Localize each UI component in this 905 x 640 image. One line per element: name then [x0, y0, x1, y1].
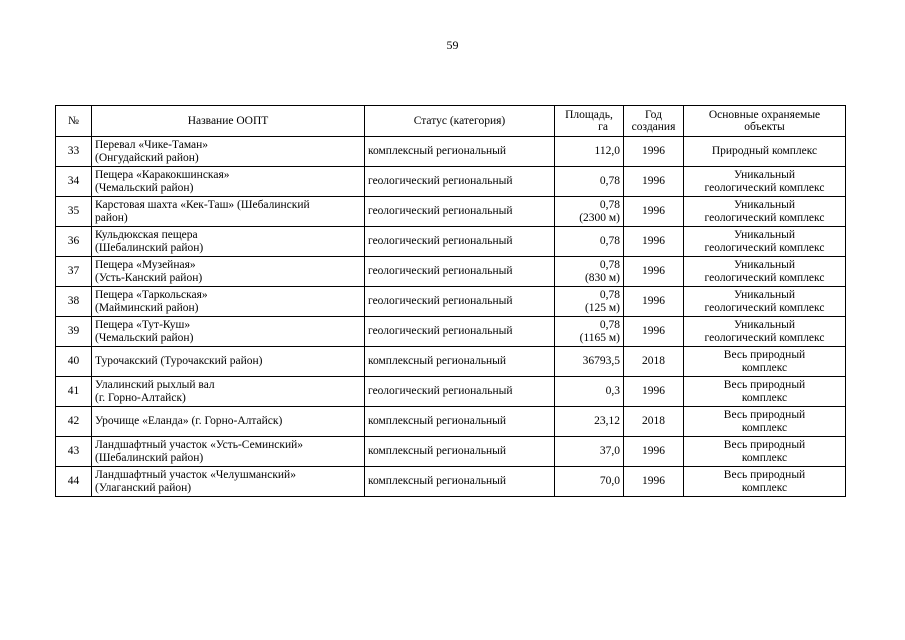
cell-status-text: геологический региональный — [368, 235, 513, 248]
cell-status — [365, 227, 555, 257]
table-body — [56, 137, 846, 497]
cell-area-text: 0,78 — [599, 289, 620, 301]
table-row — [56, 257, 846, 287]
cell-status-text: комплексный региональный — [368, 415, 506, 428]
cell-objects — [684, 167, 846, 197]
cell-area — [555, 407, 624, 437]
cell-area-text: 112,0 — [594, 145, 620, 158]
cell-area-text: 0,78 — [599, 319, 620, 331]
cell-area-text: 0,78 — [599, 259, 620, 271]
cell-num-text: 38 — [67, 295, 80, 308]
cell-num-text: 43 — [67, 445, 80, 458]
cell-status — [365, 167, 555, 197]
table-row — [56, 377, 846, 407]
cell-objects-text: Весь природный — [723, 469, 806, 481]
cell-status — [365, 257, 555, 287]
cell-area-text: 0,78 — [599, 235, 620, 248]
cell-name-text: Пещера «Тут-Куш» — [95, 319, 191, 331]
cell-year — [624, 437, 684, 467]
cell-objects-text: геологический комплекс — [704, 331, 825, 344]
cell-status — [365, 467, 555, 497]
cell-objects — [684, 407, 846, 437]
cell-num-text: 35 — [67, 205, 80, 218]
cell-name-text: (Шебалинский район) — [95, 451, 204, 464]
table-row — [56, 317, 846, 347]
cell-name-text: (г. Горно-Алтайск) — [95, 391, 186, 404]
cell-year-text: 1996 — [642, 445, 665, 458]
cell-year — [624, 137, 684, 167]
cell-status — [365, 137, 555, 167]
table-row — [56, 197, 846, 227]
table-row — [56, 407, 846, 437]
cell-name-text: Пещера «Музейная» — [95, 259, 196, 271]
cell-name — [92, 437, 365, 467]
cell-num — [56, 467, 92, 497]
cell-objects-text: Природный комплекс — [711, 145, 818, 158]
cell-name — [92, 137, 365, 167]
cell-name — [92, 197, 365, 227]
cell-year-text: 1996 — [642, 145, 665, 158]
cell-area — [555, 437, 624, 467]
cell-name-text: Урочище «Еланда» (г. Горно-Алтайск) — [95, 415, 283, 428]
cell-objects-text: Весь природный — [723, 379, 806, 391]
cell-objects-text: Уникальный — [733, 169, 796, 181]
cell-area-text: (125 м) — [584, 301, 620, 314]
cell-year-text: 1996 — [642, 175, 665, 188]
cell-name — [92, 317, 365, 347]
cell-name-text: (Онгудайский район) — [95, 151, 199, 164]
cell-area-text: (830 м) — [584, 271, 620, 284]
cell-objects-text: комплекс — [741, 361, 788, 374]
cell-objects-text: комплекс — [741, 481, 788, 494]
cell-status — [365, 377, 555, 407]
table-header-row — [56, 106, 846, 137]
header-objects-line1: Основные охраняемые — [708, 108, 821, 121]
cell-objects-text: комплекс — [741, 391, 788, 404]
cell-objects-text: геологический комплекс — [704, 301, 825, 314]
header-objects — [684, 106, 846, 137]
cell-num — [56, 257, 92, 287]
cell-area-text: 37,0 — [599, 445, 620, 458]
cell-num-text: 42 — [67, 415, 80, 428]
table-row — [56, 437, 846, 467]
cell-name — [92, 467, 365, 497]
cell-objects-text: геологический комплекс — [704, 181, 825, 194]
cell-objects-text: Уникальный — [733, 319, 796, 331]
cell-status-text: геологический региональный — [368, 175, 513, 188]
cell-name — [92, 287, 365, 317]
header-name: Название ООПТ — [92, 106, 365, 137]
cell-year — [624, 467, 684, 497]
cell-objects-text: Весь природный — [723, 439, 806, 451]
cell-name — [92, 347, 365, 377]
cell-num — [56, 137, 92, 167]
cell-name-text: (Чемальский район) — [95, 181, 194, 194]
cell-num — [56, 377, 92, 407]
cell-area — [555, 137, 624, 167]
cell-name — [92, 377, 365, 407]
cell-objects-text: геологический комплекс — [704, 271, 825, 284]
cell-objects — [684, 317, 846, 347]
cell-num — [56, 197, 92, 227]
cell-status-text: комплексный региональный — [368, 145, 506, 158]
cell-num-text: 36 — [67, 235, 80, 248]
cell-status-text: комплексный региональный — [368, 475, 506, 488]
cell-num-text: 33 — [67, 145, 80, 158]
cell-area-text: 36793,5 — [582, 355, 620, 368]
cell-name — [92, 167, 365, 197]
cell-num — [56, 287, 92, 317]
table-row — [56, 287, 846, 317]
cell-objects — [684, 257, 846, 287]
table-row — [56, 347, 846, 377]
cell-objects — [684, 227, 846, 257]
cell-name-text: Карстовая шахта «Кек-Таш» (Шебалинский — [95, 199, 310, 211]
header-area-line1: Площадь, — [565, 108, 613, 121]
cell-area — [555, 167, 624, 197]
cell-year — [624, 257, 684, 287]
cell-area — [555, 197, 624, 227]
cell-objects-text: Уникальный — [733, 289, 796, 301]
cell-num — [56, 407, 92, 437]
cell-area — [555, 347, 624, 377]
cell-num-text: 40 — [67, 355, 80, 368]
cell-status — [365, 197, 555, 227]
cell-area — [555, 257, 624, 287]
cell-name-text: Ландшафтный участок «Челушманский» — [95, 469, 296, 481]
cell-year — [624, 377, 684, 407]
table-row — [56, 227, 846, 257]
cell-name-text: (Усть-Канский район) — [95, 271, 203, 284]
cell-name-text: Турочакский (Турочакский район) — [95, 355, 263, 368]
cell-year-text: 1996 — [642, 265, 665, 278]
cell-num — [56, 167, 92, 197]
cell-objects-text: Весь природный — [723, 349, 806, 361]
cell-status-text: комплексный региональный — [368, 445, 506, 458]
cell-area-text: 23,12 — [594, 415, 620, 428]
cell-objects-text: Уникальный — [733, 259, 796, 271]
cell-year-text: 1996 — [642, 205, 665, 218]
cell-area-text: 0,78 — [599, 175, 620, 188]
cell-area — [555, 227, 624, 257]
cell-objects — [684, 467, 846, 497]
cell-area-text: 70,0 — [599, 475, 620, 488]
header-year-line2: создания — [631, 121, 676, 133]
cell-year-text: 2018 — [642, 415, 665, 428]
cell-status-text: геологический региональный — [368, 325, 513, 338]
cell-area-text: 0,3 — [605, 385, 620, 398]
cell-name — [92, 227, 365, 257]
cell-year — [624, 287, 684, 317]
cell-num-text: 37 — [67, 265, 80, 278]
cell-status — [365, 287, 555, 317]
cell-status — [365, 317, 555, 347]
page-number: 59 — [446, 38, 459, 52]
cell-year — [624, 167, 684, 197]
cell-objects — [684, 437, 846, 467]
cell-objects — [684, 347, 846, 377]
cell-num-text: 34 — [67, 175, 80, 188]
cell-num — [56, 347, 92, 377]
header-status: Статус (категория) — [365, 106, 555, 137]
cell-name-text: (Шебалинский район) — [95, 241, 204, 254]
cell-objects-text: Уникальный — [733, 199, 796, 211]
header-area — [555, 106, 624, 137]
cell-name-text: Пещера «Каракокшинская» — [95, 169, 230, 181]
header-objects-line2: объекты — [744, 121, 785, 133]
cell-name-text: Кульдюкская пещера — [95, 229, 198, 241]
cell-objects-text: геологический комплекс — [704, 241, 825, 254]
table-row — [56, 137, 846, 167]
cell-name — [92, 257, 365, 287]
cell-status-text: геологический региональный — [368, 265, 513, 278]
cell-num-text: 41 — [67, 385, 80, 398]
cell-name-text: (Майминский район) — [95, 301, 199, 314]
cell-name — [92, 407, 365, 437]
cell-year-text: 1996 — [642, 235, 665, 248]
cell-name-text: Ландшафтный участок «Усть-Семинский» — [95, 439, 304, 451]
cell-objects-text: комплекс — [741, 451, 788, 464]
cell-area — [555, 377, 624, 407]
cell-name-text: Перевал «Чике-Таман» — [95, 139, 209, 151]
cell-objects — [684, 287, 846, 317]
cell-objects — [684, 377, 846, 407]
header-num: № — [56, 106, 92, 137]
cell-year-text: 1996 — [642, 385, 665, 398]
cell-year — [624, 407, 684, 437]
header-year — [624, 106, 684, 137]
cell-objects-text: Уникальный — [733, 229, 796, 241]
cell-objects-text: Весь природный — [723, 409, 806, 421]
cell-status-text: геологический региональный — [368, 385, 513, 398]
cell-year-text: 1996 — [642, 475, 665, 488]
cell-objects — [684, 137, 846, 167]
cell-num-text: 44 — [67, 475, 80, 488]
cell-area — [555, 287, 624, 317]
cell-area-text: (2300 м) — [579, 211, 620, 224]
table-row — [56, 167, 846, 197]
cell-year — [624, 197, 684, 227]
cell-name-text: (Улаганский район) — [95, 481, 192, 494]
cell-area-text: (1165 м) — [579, 331, 620, 344]
cell-status-text: геологический региональный — [368, 205, 513, 218]
header-area-line2: га — [598, 121, 608, 133]
cell-year — [624, 347, 684, 377]
cell-status-text: геологический региональный — [368, 295, 513, 308]
cell-num — [56, 317, 92, 347]
table-row — [56, 467, 846, 497]
cell-year — [624, 317, 684, 347]
cell-year-text: 2018 — [642, 355, 665, 368]
cell-year-text: 1996 — [642, 295, 665, 308]
cell-year-text: 1996 — [642, 325, 665, 338]
cell-status — [365, 437, 555, 467]
cell-num — [56, 227, 92, 257]
cell-name-text: район) — [95, 211, 128, 224]
cell-objects-text: геологический комплекс — [704, 211, 825, 224]
cell-name-text: Улалинский рыхлый вал — [95, 379, 215, 391]
cell-area — [555, 317, 624, 347]
protected-areas-table — [55, 105, 846, 497]
cell-objects-text: комплекс — [741, 421, 788, 434]
cell-status — [365, 347, 555, 377]
cell-year — [624, 227, 684, 257]
header-year-line1: Год — [645, 108, 662, 121]
cell-num-text: 39 — [67, 325, 80, 338]
cell-name-text: (Чемальский район) — [95, 331, 194, 344]
cell-name-text: Пещера «Таркольская» — [95, 289, 208, 301]
cell-status — [365, 407, 555, 437]
cell-area — [555, 467, 624, 497]
cell-num — [56, 437, 92, 467]
cell-area-text: 0,78 — [599, 199, 620, 211]
cell-objects — [684, 197, 846, 227]
cell-status-text: комплексный региональный — [368, 355, 506, 368]
